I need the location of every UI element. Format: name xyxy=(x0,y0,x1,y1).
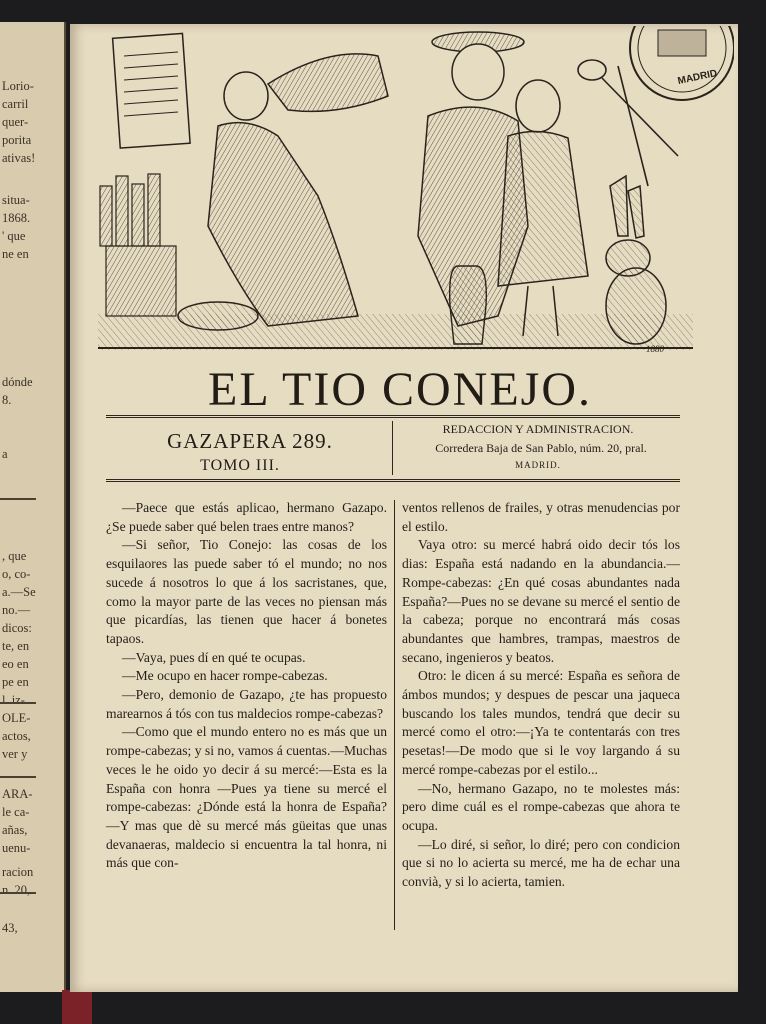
column-divider xyxy=(394,500,395,930)
paragraph: Otro: le dicen á su mercé: España es señora de ámbos mundos; y despues de pescar una jaqueca buscando los tales mundos, tendrá que decir su mercé como el otro:—¡Ya te contentarás con tres pesetas!—De modo que si le voy largando á su mercé rompe-cabezas por el estilo... xyxy=(402,668,680,777)
paragraph: —Me ocupo en hacer rompe-cabezas. xyxy=(122,668,328,684)
fragment-text: quer- xyxy=(2,115,29,129)
fragment-text: porita xyxy=(2,133,32,147)
fragment-text: actos, xyxy=(2,729,31,743)
paragraph: —No, hermano Gazapo, no te molestes más: pero dime cuál es el rompe-cabezas que ahora te ocupa. xyxy=(402,780,680,833)
paragraph: ventos rellenos de frailes, y otras menudencias por el estilo. xyxy=(402,500,680,534)
fragment-text: 1868. xyxy=(2,211,31,225)
office-heading: REDACCION Y ADMINISTRACION. xyxy=(442,422,634,436)
article-column-left xyxy=(106,499,387,873)
illustration-year: 1880 xyxy=(646,344,664,354)
fragment-text: ' que xyxy=(2,229,26,243)
divider xyxy=(0,702,36,704)
volume-label: TOMO III. xyxy=(200,457,280,474)
fragment-text: dicos: xyxy=(2,621,32,635)
fragment-text: carril xyxy=(2,97,29,111)
fragment-text: ARA- xyxy=(2,787,33,801)
masthead-title: EL TIO CONEJO. xyxy=(208,363,592,416)
paragraph: —Lo diré, si señor, lo diré; pero con condicion que si no lo acierta su mercé, me ha de echar una convià, y si lo acierta, tamien. xyxy=(402,836,680,890)
stamp-text: MADRID xyxy=(676,68,719,88)
fragment-text: Lorio- xyxy=(2,79,34,93)
article-column-right xyxy=(402,499,680,892)
fragment-text: racion xyxy=(2,865,34,879)
paragraph: —Vaya, pues dí en qué te ocupas. xyxy=(122,649,306,665)
office-address: Corredera Baja de San Pablo, núm. 20, pral. xyxy=(435,441,647,455)
paragraph: —Paece que estás aplicao, hermano Gazapo. ¿Se puede saber qué belen traes entre manos? xyxy=(106,500,387,534)
paragraph: —Si señor, Tio Conejo: las cosas de los esquilaores las puede saber tó el mundo; no nos sucede á nosotros lo que á los sacristanes, que, como la mayor parte de las veces no piensan más que picardías, las tienen que hacer á bonetes tapaos. xyxy=(106,537,387,646)
issue-number: GAZAPERA 289. xyxy=(167,429,333,453)
paragraph: Vaya otro: su mercé habrá oido decir tós los dias: España está nadando en la abundancia.—Rompe-cabezas: ¿En qué cosas abundantes nada España?—Pues no se devane su mercé el sentio de la cabeza; porque no encontrará más cosas abundantes que hambres, trampas, maestros de secano, ingenieros y beatos. xyxy=(402,537,680,665)
fragment-text: no.— xyxy=(2,603,31,617)
fragment-text: , que xyxy=(2,549,27,563)
fragment-text: ver y xyxy=(2,747,28,761)
book-spine xyxy=(62,990,92,1024)
newspaper-page xyxy=(70,24,738,992)
office-city: MADRID. xyxy=(515,460,561,470)
divider xyxy=(0,892,36,894)
fragment-text: 8. xyxy=(2,393,12,407)
fragment-text: pe en xyxy=(2,675,29,689)
masthead-divider xyxy=(392,421,393,475)
fragment-text: dónde xyxy=(2,375,33,389)
paragraph: —Como que el mundo entero no es más que un rompe-cabezas; y si no, vamos á cuentas.—Muchas veces le he oido yo decir á su mercé:—Esta es la España con honra —Pues ya tiene su mercé el rompe-cabezas: ¿Dónde está la honra de España?—Y mas que dè su mercé más güeitas que unas devanaeras, maldecio si encuentra la tal honra, ni más que con- xyxy=(106,724,387,871)
fragment-text: le ca- xyxy=(2,805,30,819)
fragment-text: uenu- xyxy=(2,841,31,855)
fragment-text: añas, xyxy=(2,823,28,837)
fragment-text: eo en xyxy=(2,657,29,671)
fragment-text: te, en xyxy=(2,639,30,653)
engraving-illustration-icon xyxy=(98,26,693,356)
fragment-text: a.—Se xyxy=(2,585,36,599)
fragment-text: a xyxy=(2,447,8,461)
header-rule xyxy=(106,479,680,482)
fragment-text: situa- xyxy=(2,193,30,207)
fragment-text: OLE- xyxy=(2,711,31,725)
divider xyxy=(0,776,36,778)
fragment-text: l. iz- xyxy=(2,693,25,707)
masthead-rule xyxy=(106,415,680,418)
fragment-text: ne en xyxy=(2,247,29,261)
divider xyxy=(0,498,36,500)
fragment-text: o, co- xyxy=(2,567,31,581)
fragment-text: n. 20, xyxy=(2,883,31,897)
page-number: 43, xyxy=(2,921,18,935)
library-stamp-icon xyxy=(628,26,734,112)
adjacent-page-fragment xyxy=(0,22,66,992)
fragment-text: ativas! xyxy=(2,151,36,165)
paragraph: —Pero, demonio de Gazapo, ¿te has propuesto marearnos á tós con tus maldecios rompe-cabezas? xyxy=(106,687,387,721)
